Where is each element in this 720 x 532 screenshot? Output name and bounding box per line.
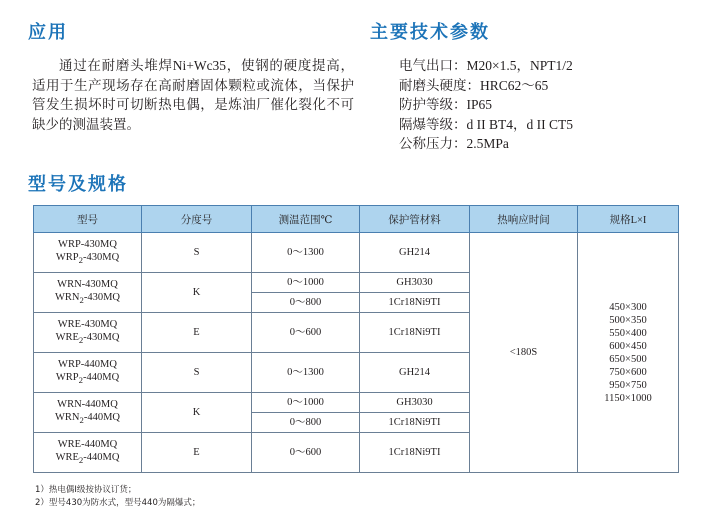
spec-hardness: 耐磨头硬度：HRC62～65	[399, 77, 549, 93]
col-header-size: 规格L×I	[578, 206, 679, 233]
model-cell	[34, 313, 142, 353]
model-cell	[34, 433, 142, 473]
size-item: 500×350	[609, 314, 647, 326]
size-item: 600×450	[609, 340, 647, 352]
spec-explosion-proof: 隔爆等级：d II BT4，d II CT5	[399, 116, 573, 132]
table-header-row	[34, 206, 679, 233]
graduation-cell: E	[142, 313, 252, 353]
col-header-model: 型号	[34, 206, 142, 233]
model-spec-table	[33, 205, 679, 473]
range-cell: 0～800	[252, 413, 360, 433]
range-cell: 0～1000	[252, 273, 360, 293]
size-item: 950×750	[609, 379, 647, 391]
application-text: 通过在耐磨头堆焊Ni+Wc35，使钢的硬度提高，适用于生产现场存在高耐磨固体颗粒或流体，当保护管发生损坏时可切断热电偶，是炼油厂催化裂化不可缺少的测温装置。	[32, 58, 354, 132]
response-time-cell: <180S	[470, 233, 578, 473]
range-cell: 0～800	[252, 293, 360, 313]
col-header-response-time: 热响应时间	[470, 206, 578, 233]
footnote: 2）型号430为防水式，型号440为隔爆式；	[35, 498, 201, 508]
material-cell: GH3030	[360, 273, 470, 293]
spec-electrical-outlet: 电气出口：M20×1.5，NPT1/2	[399, 58, 573, 73]
model-name-alt: $WRP_2-440MQ$	[55, 371, 120, 386]
graduation-cell: K	[142, 273, 252, 313]
model-cell	[34, 353, 142, 393]
col-header-range: 测温范围℃	[252, 206, 360, 233]
footnote: 1）热电偶I级按协议订货；	[35, 485, 137, 495]
model-cell	[34, 393, 142, 433]
tech-params-list	[399, 56, 573, 154]
range-cell: 0～600	[252, 313, 360, 353]
model-cell	[34, 233, 142, 273]
range-cell: 0～1000	[252, 393, 360, 413]
model-name: WRP-440MQ	[58, 358, 117, 370]
model-name-alt: $WRN_2-430MQ$	[54, 291, 121, 306]
range-cell: 0～1300	[252, 353, 360, 393]
size-item: 1150×1000	[604, 392, 652, 404]
size-item: 750×600	[609, 366, 647, 378]
material-cell: 1Cr18Ni9TI	[360, 413, 470, 433]
col-header-graduation: 分度号	[142, 206, 252, 233]
model-name-alt: $WRP_2-430MQ$	[55, 251, 120, 266]
graduation-cell: S	[142, 353, 252, 393]
model-cell	[34, 273, 142, 313]
footnotes	[35, 484, 200, 510]
model-name: WRN-430MQ	[57, 278, 118, 290]
tech-params-heading: 主要技术参数	[370, 22, 490, 42]
table-row	[34, 233, 679, 273]
size-list-cell	[578, 233, 679, 473]
col-header-material: 保护管材料	[360, 206, 470, 233]
models-heading: 型号及规格	[28, 174, 128, 194]
spec-nominal-pressure: 公称压力：2.5MPa	[399, 136, 509, 151]
model-name-alt: $WRN_2-440MQ$	[54, 411, 121, 426]
application-heading: 应用	[28, 22, 68, 42]
range-cell: 0～1300	[252, 233, 360, 273]
material-cell: GH214	[360, 353, 470, 393]
model-name: WRE-430MQ	[57, 318, 118, 330]
material-cell: 1Cr18Ni9TI	[360, 433, 470, 473]
range-cell: 0～600	[252, 433, 360, 473]
model-name: WRN-440MQ	[57, 398, 118, 410]
model-name: WRE-440MQ	[57, 438, 118, 450]
model-name: WRP-430MQ	[58, 238, 117, 250]
size-item: 550×400	[609, 327, 647, 339]
size-item: 450×300	[609, 301, 647, 313]
size-item: 650×500	[609, 353, 647, 365]
spec-protection-class: 防护等级：IP65	[399, 97, 493, 112]
graduation-cell: K	[142, 393, 252, 433]
model-name-alt: $WRE_2-430MQ$	[55, 331, 120, 346]
graduation-cell: E	[142, 433, 252, 473]
material-cell: GH214	[360, 233, 470, 273]
model-name-alt: $WRE_2-440MQ$	[55, 451, 120, 466]
material-cell: GH3030	[360, 393, 470, 413]
graduation-cell: S	[142, 233, 252, 273]
material-cell: 1Cr18Ni9TI	[360, 293, 470, 313]
material-cell: 1Cr18Ni9TI	[360, 313, 470, 353]
